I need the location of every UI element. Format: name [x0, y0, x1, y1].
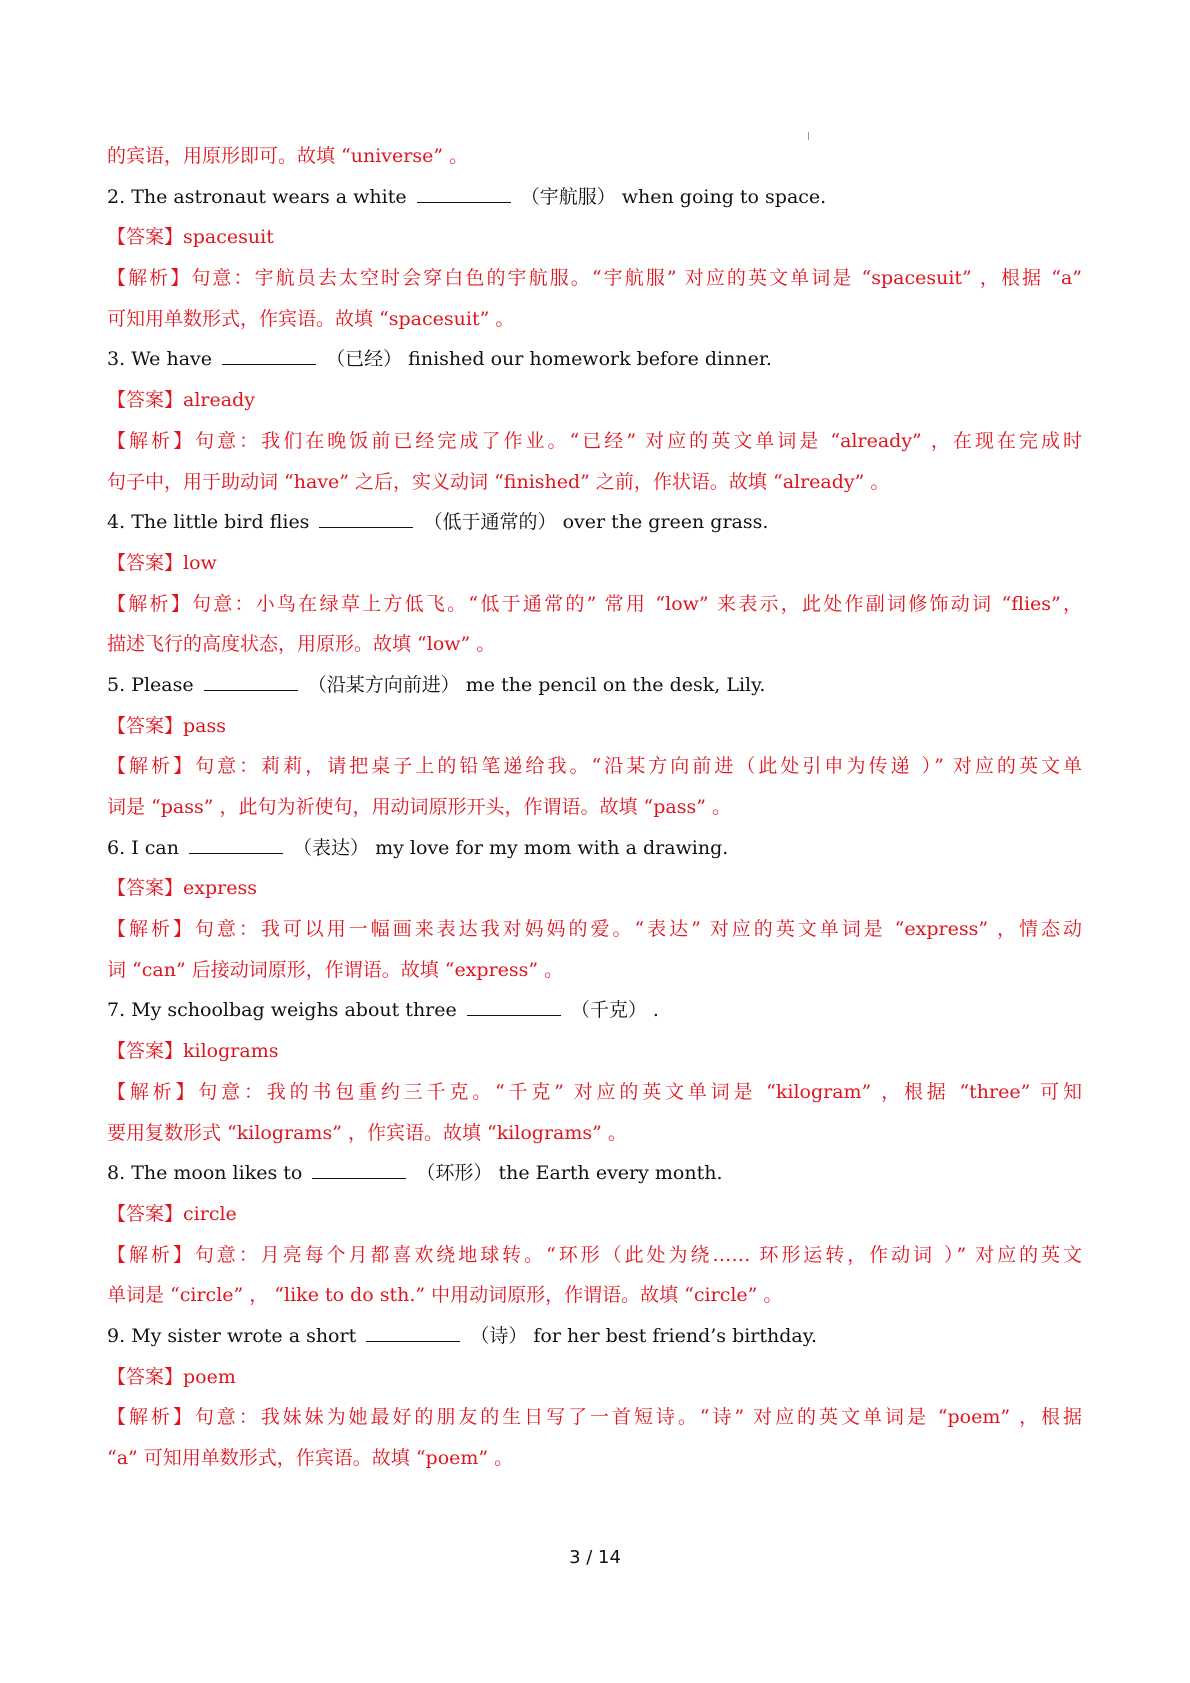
- question-text-end: when going to space.: [621, 185, 827, 208]
- answer-value: poem: [183, 1365, 236, 1388]
- analysis-text: 描述飞行的高度状态，用原形。故填 “low” 。: [107, 633, 496, 656]
- analysis-text: 句意：莉莉，请把桌子上的铅笔递给我。“沿某方向前进（此处引申为传递 ）” 对应的英文单: [195, 755, 1082, 778]
- answer-blank: [222, 345, 316, 365]
- chinese-hint: （宇航服）: [520, 185, 616, 208]
- question-text-end: for her best friend’s birthday.: [533, 1324, 818, 1347]
- analysis-text: 句意：宇航员去太空时会穿白色的宇航服。“宇航服” 对应的英文单词是 “spacesuit” ，根据 “a”: [191, 267, 1082, 290]
- answer-value: express: [183, 877, 257, 900]
- analysis-line: [107, 421, 1082, 462]
- question-line: [107, 1316, 1082, 1357]
- analysis-line: [107, 1397, 1082, 1438]
- answer-label: 【答案】: [107, 226, 184, 249]
- analysis-line: [107, 1438, 1082, 1479]
- answer-line: [107, 380, 1082, 421]
- question-text: My sister wrote a short: [131, 1324, 357, 1347]
- analysis-text: 句意：月亮每个月都喜欢绕地球转。“环形（此处为绕…… 环形运转，作动词 ）” 对应的英文: [194, 1243, 1082, 1266]
- answer-blank: [189, 834, 283, 854]
- analysis-line: [107, 1235, 1082, 1276]
- answer-blank: [467, 996, 561, 1016]
- answer-blank: [366, 1322, 460, 1342]
- question-text: We have: [131, 348, 212, 371]
- question-text-end: .: [652, 999, 659, 1022]
- question-text: I can: [131, 836, 179, 859]
- answer-label: 【答案】: [107, 714, 184, 737]
- question-line: [107, 665, 1082, 706]
- question-number: 3.: [107, 348, 126, 371]
- analysis-label: 【解析】: [107, 592, 193, 615]
- question-line: [107, 339, 1082, 380]
- question-number: 4.: [107, 511, 126, 534]
- question-number: 6.: [107, 836, 126, 859]
- analysis-line: [107, 624, 1082, 665]
- page-content: [107, 136, 1082, 1479]
- answer-line: [107, 1031, 1082, 1072]
- analysis-line: [107, 746, 1082, 787]
- question-number: 5.: [107, 673, 126, 696]
- chinese-hint: （已经）: [326, 348, 403, 371]
- intro-analysis-continuation: 的宾语，用原形即可。故填 “universe” 。: [107, 145, 469, 167]
- question-text-end: finished our homework before dinner.: [408, 348, 772, 371]
- answer-label: 【答案】: [107, 1365, 184, 1388]
- answer-label: 【答案】: [107, 551, 184, 574]
- answer-line: [107, 868, 1082, 909]
- analysis-label: 【解析】: [107, 1080, 199, 1103]
- analysis-text: 句意：小鸟在绿草上方低飞。“低于通常的” 常用 “low” 来表示，此处作副词修饰动词 “flies”，: [192, 592, 1082, 615]
- analysis-label: 【解析】: [107, 755, 196, 778]
- analysis-label: 【解析】: [107, 1406, 195, 1429]
- answer-blank: [417, 183, 511, 203]
- chinese-hint: （低于通常的）: [423, 511, 557, 534]
- analysis-text: 句意：我可以用一幅画来表达我对妈妈的爱。“表达” 对应的英文单词是 “express” ，情态动: [194, 918, 1082, 941]
- answer-line: [107, 1357, 1082, 1398]
- question-text: Please: [131, 673, 194, 696]
- chinese-hint: （诗）: [470, 1324, 528, 1347]
- chinese-hint: （千克）: [570, 999, 647, 1022]
- question-number: 7.: [107, 999, 126, 1022]
- answer-value: low: [183, 551, 217, 574]
- answer-value: spacesuit: [183, 226, 274, 249]
- question-text-end: over the green grass.: [562, 511, 769, 534]
- analysis-text: 句意：我妹妹为她最好的朋友的生日写了一首短诗。“诗” 对应的英文单词是 “poem” ，根据: [194, 1406, 1082, 1429]
- answer-line: [107, 1194, 1082, 1235]
- question-line: [107, 1153, 1082, 1194]
- analysis-line: [107, 462, 1082, 503]
- analysis-text: 可知用单数形式，作宾语。故填 “spacesuit” 。: [107, 307, 515, 330]
- answer-label: 【答案】: [107, 1202, 184, 1225]
- analysis-line: [107, 787, 1082, 828]
- analysis-text: 要用复数形式 “kilograms” ，作宾语。故填 “kilograms” 。: [107, 1121, 627, 1144]
- answer-label: 【答案】: [107, 1040, 184, 1063]
- answer-label: 【答案】: [107, 877, 184, 900]
- answer-blank: [312, 1159, 406, 1179]
- analysis-label: 【解析】: [107, 429, 196, 452]
- question-text: The astronaut wears a white: [131, 185, 407, 208]
- analysis-line: [107, 909, 1082, 950]
- analysis-text: 词 “can” 后接动词原形，作谓语。故填 “express” 。: [107, 958, 564, 981]
- question-line: [107, 828, 1082, 869]
- chinese-hint: （环形）: [416, 1162, 493, 1185]
- answer-line: [107, 543, 1082, 584]
- answer-blank: [204, 671, 298, 691]
- analysis-text: 单词是 “circle” ， “like to do sth.” 中用动词原形，作谓语。故填 “circle” 。: [107, 1284, 783, 1307]
- analysis-line: [107, 299, 1082, 340]
- question-text: The moon likes to: [131, 1162, 303, 1185]
- question-number: 9.: [107, 1324, 126, 1347]
- analysis-label: 【解析】: [107, 1243, 195, 1266]
- question-text-end: me the pencil on the desk, Lily.: [465, 673, 766, 696]
- analysis-line: [107, 1113, 1082, 1154]
- analysis-text: “a” 可知用单数形式，作宾语。故填 “poem” 。: [107, 1447, 514, 1469]
- question-number: 8.: [107, 1162, 126, 1185]
- analysis-text: 句意：我们在晚饭前已经完成了作业。“已经” 对应的英文单词是 “already” ，在现在完成时: [195, 429, 1082, 452]
- analysis-text: 句子中，用于助动词 “have” 之后，实义动词 “finished” 之前，作状语。故填 “already” 。: [107, 470, 890, 493]
- answer-line: [107, 217, 1082, 258]
- answer-value: kilograms: [183, 1040, 279, 1063]
- analysis-line: [107, 584, 1082, 625]
- answer-value: already: [183, 389, 255, 412]
- answer-value: circle: [183, 1202, 237, 1225]
- analysis-label: 【解析】: [107, 267, 192, 290]
- question-text: My schoolbag weighs about three: [131, 999, 457, 1022]
- answer-value: pass: [183, 714, 227, 737]
- answer-label: 【答案】: [107, 389, 184, 412]
- question-text-end: the Earth every month.: [498, 1162, 723, 1185]
- answer-line: [107, 706, 1082, 747]
- answer-blank: [319, 508, 413, 528]
- question-text-end: my love for my mom with a drawing.: [375, 836, 729, 859]
- analysis-label: 【解析】: [107, 918, 195, 941]
- question-number: 2.: [107, 185, 126, 208]
- page-number: 3 / 14: [569, 1547, 621, 1568]
- question-line: [107, 177, 1082, 218]
- question-text: The little bird flies: [131, 511, 310, 534]
- question-line: [107, 502, 1082, 543]
- analysis-text: 句意：我的书包重约三千克。“千克” 对应的英文单词是 “kilogram” ，根据 “three” 可知: [198, 1080, 1082, 1103]
- chinese-hint: （沿某方向前进）: [307, 673, 460, 696]
- analysis-line: [107, 258, 1082, 299]
- chinese-hint: （表达）: [293, 836, 370, 859]
- question-line: [107, 990, 1082, 1031]
- analysis-line: [107, 950, 1082, 991]
- analysis-line: [107, 1275, 1082, 1316]
- analysis-text: 词是 “pass” ，此句为祈使句，用动词原形开头，作谓语。故填 “pass” 。: [107, 796, 731, 818]
- analysis-line: [107, 1072, 1082, 1113]
